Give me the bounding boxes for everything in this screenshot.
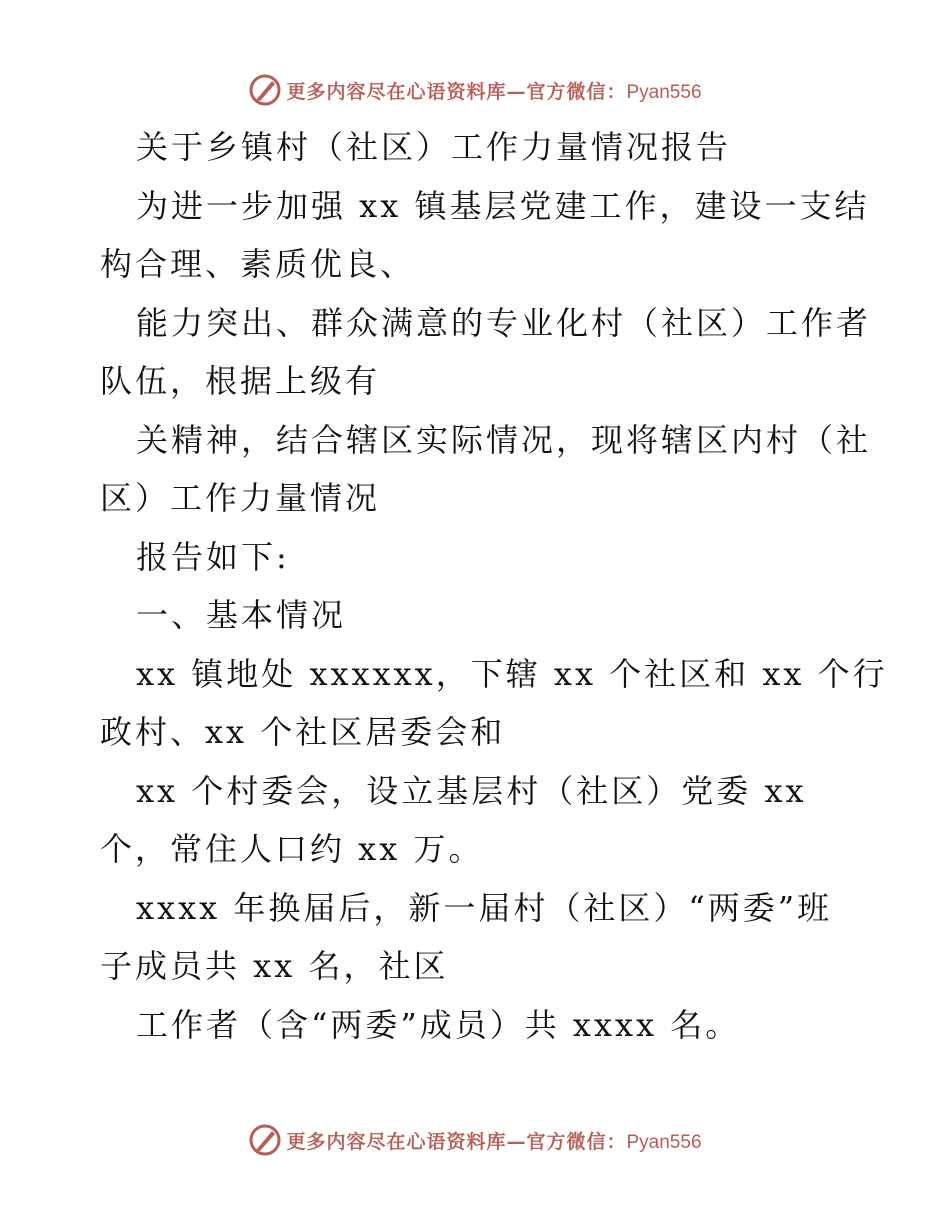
quill-logo-icon (248, 1123, 282, 1157)
watermark-label: 更多内容尽在心语资料库—官方微信： (286, 80, 627, 103)
watermark-label: 更多内容尽在心语资料库—官方微信： (286, 1130, 627, 1153)
text-line: 政村、xx 个社区居委会和 (100, 713, 506, 751)
header-watermark (0, 70, 950, 110)
text-line: 队伍，根据上级有 (100, 362, 381, 400)
text-line: 构合理、素质优良、 (100, 245, 416, 283)
text-line: 子成员共 xx 名，社区 (100, 947, 449, 985)
text-line: 报告如下: (136, 538, 290, 576)
text-line: 区）工作力量情况 (100, 479, 381, 517)
quill-logo-icon (248, 73, 282, 107)
text-line: 关精神，结合辖区实际情况，现将辖区内村（社 (136, 421, 872, 459)
watermark-wechat-id: Pyan556 (626, 1131, 702, 1153)
watermark-wechat-id: Pyan556 (626, 81, 702, 103)
watermark-text (286, 77, 701, 104)
text-line: xx 镇地处 xxxxxx，下辖 xx 个社区和 xx 个行 (136, 655, 888, 693)
footer-watermark (0, 1120, 950, 1160)
text-line: xxxx 年换届后，新一届村（社区）“两委”班 (136, 889, 833, 927)
document-title: 关于乡镇村（社区）工作力量情况报告 (136, 128, 732, 166)
text-line: 个，常住人口约 xx 万。 (100, 830, 484, 868)
text-line: 为进一步加强 xx 镇基层党建工作，建设一支结 (136, 187, 870, 225)
section-heading: 一、基本情况 (136, 596, 347, 634)
text-line: 工作者（含“两委”成员）共 xxxx 名。 (136, 1006, 741, 1044)
text-line: xx 个村委会，设立基层村（社区）党委 xx (136, 772, 807, 810)
text-line: 能力突出、群众满意的专业化村（社区）工作者 (136, 304, 872, 342)
watermark-text (286, 1127, 701, 1154)
